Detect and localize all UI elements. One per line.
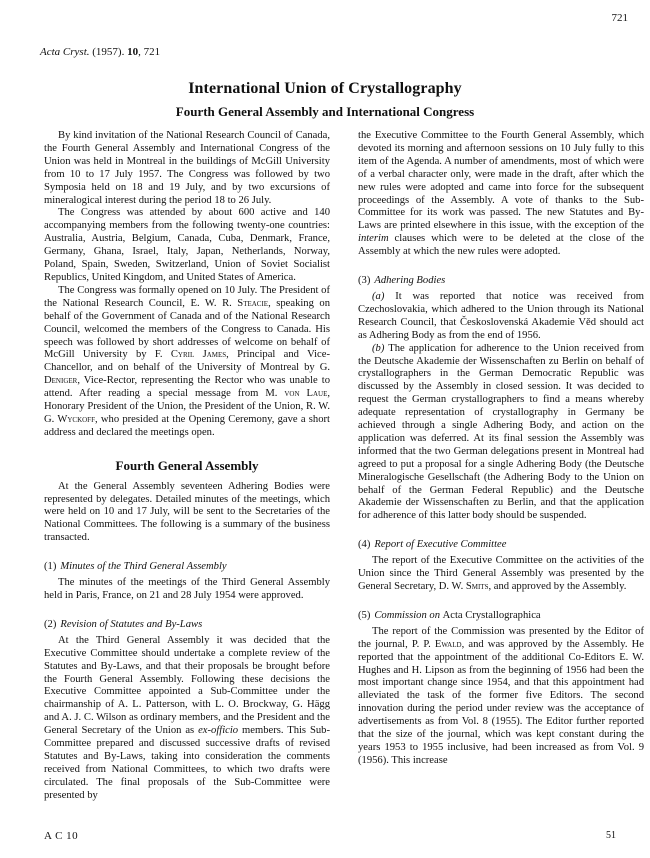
subsection-heading-executive-report: (4) Report of Executive Committee xyxy=(358,539,507,551)
person-name: E. W. R. Steacie xyxy=(190,297,269,309)
journal-page: , 721 xyxy=(138,46,161,58)
statutes-paragraph: At the Third General Assembly it was decided that the Executive Committee should undertake a complete review of the Statutes and By-Laws, and that their proposals be brought before the Fourth General Assembly. Following these decisions the Executive Committee appointed a Sub-Committee under the chairmanship of A. L. Patterson, with L. O. Brockway, G. Hägg and A. J. C. Wilson as ordinary members, and the President and the General Secretary of the Union as ex-officio members. This Sub-Committee prepared and discussed successive drafts of revised Statutes and By-Laws, taking into consideration the comments received from National Committees, to which two drafts were circulated. The final proposals of the Sub-Committee were presented by xyxy=(44,634,330,801)
subsection-heading-statutes: (2) Revision of Statutes and By-Laws xyxy=(44,618,203,630)
footer-signature: A C 10 xyxy=(44,830,79,842)
person-name: G. Deniger xyxy=(44,362,330,387)
person-name: D. W. Smits xyxy=(438,581,489,592)
adhering-bodies-paragraph-b: (b) The application for adherence to the Union received from the Deutsche Akademie der Wissenschaften zu Berlin on behalf of crystallographers in the German Democratic Republic was discussed by the Assembly in closed session. It was decided to request the German crystallographers to find a means whereby adequate representation of crystallography in Germany be achieved through a single Adhering Body, and action on the application was deferred. At its final session the Assembly was informed that the two German delegations present in Montreal had agreed to put a proposal for a single Adhering Body (the Deutsche Mineralogische Gesellschaft (the Adhering Body to the Union on behalf of the German Federal Republic) and the Deutsche Akademie der Wissenschaften zu Berlin, and that the application for adherence of this latter body should be suspended. xyxy=(358,342,644,522)
footer-page-number: 51 xyxy=(606,830,616,841)
left-column xyxy=(44,130,330,803)
article-subtitle: Fourth General Assembly and International Congress xyxy=(175,104,475,119)
minutes-paragraph: The minutes of the meetings of the Third General Assembly held in Paris, France, on 21 and 28 July 1954 were approved. xyxy=(44,577,330,601)
opening-paragraph: The Congress was formally opened on 10 July. The President of the National Research Council, E. W. R. Steacie, speaking on behalf of the Government of Canada and of the National Research Council, welcomed the members of the Congress to Canada. His speech was followed by short addresses of welcome on behalf of McGill University by F. Cyril James, Principal and Vice-Chancellor, and on behalf of the University of Montreal by G. Deniger, Vice-Rector, representing the Rector who was unable to attend. After reading a special message from M. von Laue, Honorary President of the Union, the President of the Union, R. W. G. Wyckoff, who presided at the Opening Ceremony, gave a short address and declared the meetings open. xyxy=(44,284,331,438)
statutes-continuation-paragraph: the Executive Committee to the Fourth General Assembly, which devoted its morning and afternoon sessions on 10 July fully to this item of the Agenda. A number of amendments, most of which were of a verbal character only, were made in the draft, after which the new rules were adopted and came into force for the subsequent proceedings of the Assembly. A vote of thanks to the Sub-Committee for its work was passed. The new Statutes and By-Laws are printed elsewhere in this issue, with the exception of the interim clauses which were to be deleted at the close of the Assembly at which the new rules were adopted. xyxy=(358,130,644,258)
person-name: R. W. G. Wyckoff xyxy=(44,401,330,425)
intro-paragraph: By kind invitation of the National Research Council of Canada, the Fourth General Assembly and International Congress of the Union was held in Montreal in the buildings of McGill University from 10 to 17 July 1957. The Congress was followed by two Symposia held on 18 and 19 July, and by two excursions of mineralogical interest during the period 18 to 26 July. xyxy=(44,130,330,206)
page-number: 721 xyxy=(611,12,628,24)
person-name: M. von Laue xyxy=(265,388,328,400)
journal-volume: 10 xyxy=(127,46,139,58)
adhering-bodies-paragraph-a: (a) It was reported that notice was received from Czechoslovakia, which adhered to the Union through its National Research Council, that Československá Akademie Věd should act as Adhering Body as from the end of 1956. xyxy=(358,290,644,341)
attendance-paragraph: The Congress was attended by about 600 active and 140 accompanying members from the following twenty-one countries: Australia, Austria, Belgium, Canada, Cuba, Denmark, France, Germany, Ghana, Israel, Italy, Japan, Netherlands, Norway, Poland, Spain, Sweden, Switzerland, Union of Soviet Socialist Republics, United Kingdom, and United States of America. xyxy=(44,207,330,283)
article-title: International Union of Crystallography xyxy=(188,80,462,97)
journal-name: Acta Cryst. xyxy=(40,46,90,58)
executive-report-paragraph: The report of the Executive Committee on the activities of the Union since the Third General Assembly was presented by the General Secretary, D. W. Smits, and approved by the Assembly. xyxy=(358,555,644,592)
subsection-heading-commission: (5) Commission on Acta Crystallographica xyxy=(358,609,541,621)
commission-paragraph: The report of the Commission was presented by the Editor of the journal, P. P. Ewald, and was approved by the Assembly. He reported that the appointment of the additional Co-Editors E. W. Hughes and H. Lipson as from the beginning of 1956 had been the most important change since 1954, and that this appointment had alleviated the task of the former five Editors. The second innovation during the period under review was the acceptance of advertisements as from Vol. 8 (1955). The Editor further reported that the size of the journal, which was kept constant during the years 1953 to 1955 inclusive, had been increased as from Vol. 9 (1956). This increase xyxy=(358,625,645,766)
right-column xyxy=(358,130,644,768)
person-name: P. P. Ewald xyxy=(411,638,462,650)
assembly-summary-paragraph: At the General Assembly seventeen Adhering Bodies were represented by delegates. Detailed minutes of the meetings, which were held on 10 and 17 July, will be sent to the Secretaries of the National Committees. The following is a summary of the business transacted. xyxy=(44,480,330,544)
journal-citation xyxy=(40,46,160,58)
person-name: F. Cyril James xyxy=(154,349,227,361)
journal-year: (1957). xyxy=(89,46,128,58)
section-heading-general-assembly: Fourth General Assembly xyxy=(115,457,259,473)
subsection-heading-minutes: (1) Minutes of the Third General Assembly xyxy=(44,561,227,573)
subsection-heading-adhering-bodies: (3) Adhering Bodies xyxy=(358,275,446,287)
